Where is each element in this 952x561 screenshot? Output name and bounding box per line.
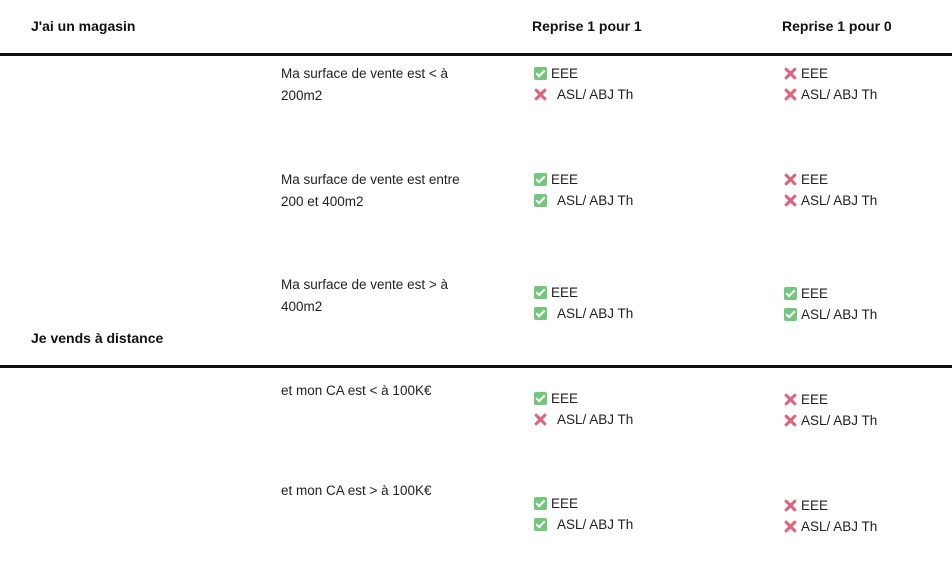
- row-2-reprise-1-pour-1: [534, 169, 633, 211]
- red-cross-icon: [784, 520, 797, 533]
- red-cross-icon: [784, 499, 797, 512]
- row-3-line-1: Ma surface de vente est > à: [281, 277, 448, 292]
- row-2-description: [281, 169, 460, 213]
- row-5-reprise-1-pour-0: [784, 495, 877, 537]
- row-4-c1-asl: ASL/ ABJ Th: [534, 409, 633, 430]
- header-reprise-1-pour-1: Reprise 1 pour 1: [532, 18, 642, 34]
- header-magasin: J'ai un magasin: [31, 18, 136, 34]
- header-reprise-1-pour-0: Reprise 1 pour 0: [782, 18, 892, 34]
- row-2-c2-asl: ASL/ ABJ Th: [784, 190, 877, 211]
- green-check-icon: [784, 308, 797, 321]
- row-5-reprise-1-pour-1: [534, 493, 633, 535]
- red-cross-icon: [784, 67, 797, 80]
- row-4-line-1: et mon CA est < à 100K€: [281, 383, 432, 398]
- header-distance: Je vends à distance: [31, 330, 164, 346]
- green-check-icon: [784, 287, 797, 300]
- green-check-icon: [534, 286, 547, 299]
- red-cross-icon: [784, 173, 797, 186]
- row-3-c2-asl: ASL/ ABJ Th: [784, 304, 877, 325]
- red-cross-icon: [784, 194, 797, 207]
- red-cross-icon: [534, 88, 547, 101]
- row-3-c2-eee: EEE: [784, 283, 877, 304]
- red-cross-icon: [784, 414, 797, 427]
- green-check-icon: [534, 173, 547, 186]
- row-2-c1-asl: ASL/ ABJ Th: [534, 190, 633, 211]
- green-check-icon: [534, 67, 547, 80]
- green-check-icon: [534, 194, 547, 207]
- row-3-reprise-1-pour-0: [784, 283, 877, 325]
- row-3-reprise-1-pour-1: [534, 282, 633, 324]
- row-3-description: [281, 274, 448, 318]
- row-5-c1-asl: ASL/ ABJ Th: [534, 514, 633, 535]
- red-cross-icon: [784, 393, 797, 406]
- row-4-description: [281, 380, 431, 402]
- row-1-c1-asl: ASL/ ABJ Th: [534, 84, 633, 105]
- row-5-c1-eee: EEE: [534, 493, 633, 514]
- header-divider: [0, 53, 952, 56]
- row-3-line-2: 400m2: [281, 299, 323, 314]
- red-cross-icon: [784, 88, 797, 101]
- row-5-c2-asl: ASL/ ABJ Th: [784, 516, 877, 537]
- row-1-c1-eee: EEE: [534, 63, 633, 84]
- row-4-c1-eee: EEE: [534, 388, 633, 409]
- row-1-c2-asl: ASL/ ABJ Th: [784, 84, 877, 105]
- red-cross-icon: [534, 413, 547, 426]
- row-4-c2-eee: EEE: [784, 389, 877, 410]
- row-2-c2-eee: EEE: [784, 169, 877, 190]
- row-1-line-1: Ma surface de vente est < à: [281, 66, 448, 81]
- section-divider: [0, 365, 952, 368]
- green-check-icon: [534, 392, 547, 405]
- green-check-icon: [534, 497, 547, 510]
- green-check-icon: [534, 307, 547, 320]
- row-2-c1-eee: EEE: [534, 169, 633, 190]
- row-4-c2-asl: ASL/ ABJ Th: [784, 410, 877, 431]
- row-2-line-2: 200 et 400m2: [281, 194, 364, 209]
- row-2-line-1: Ma surface de vente est entre: [281, 172, 460, 187]
- row-1-line-2: 200m2: [281, 88, 323, 103]
- row-1-reprise-1-pour-0: [784, 63, 877, 105]
- row-5-c2-eee: EEE: [784, 495, 877, 516]
- row-1-reprise-1-pour-1: [534, 63, 633, 105]
- row-3-c1-eee: EEE: [534, 282, 633, 303]
- row-4-reprise-1-pour-1: [534, 388, 633, 430]
- row-3-c1-asl: ASL/ ABJ Th: [534, 303, 633, 324]
- row-1-description: [281, 63, 448, 107]
- row-5-description: [281, 480, 431, 502]
- row-1-c2-eee: EEE: [784, 63, 877, 84]
- row-4-reprise-1-pour-0: [784, 389, 877, 431]
- row-2-reprise-1-pour-0: [784, 169, 877, 211]
- row-5-line-1: et mon CA est > à 100K€: [281, 483, 432, 498]
- green-check-icon: [534, 518, 547, 531]
